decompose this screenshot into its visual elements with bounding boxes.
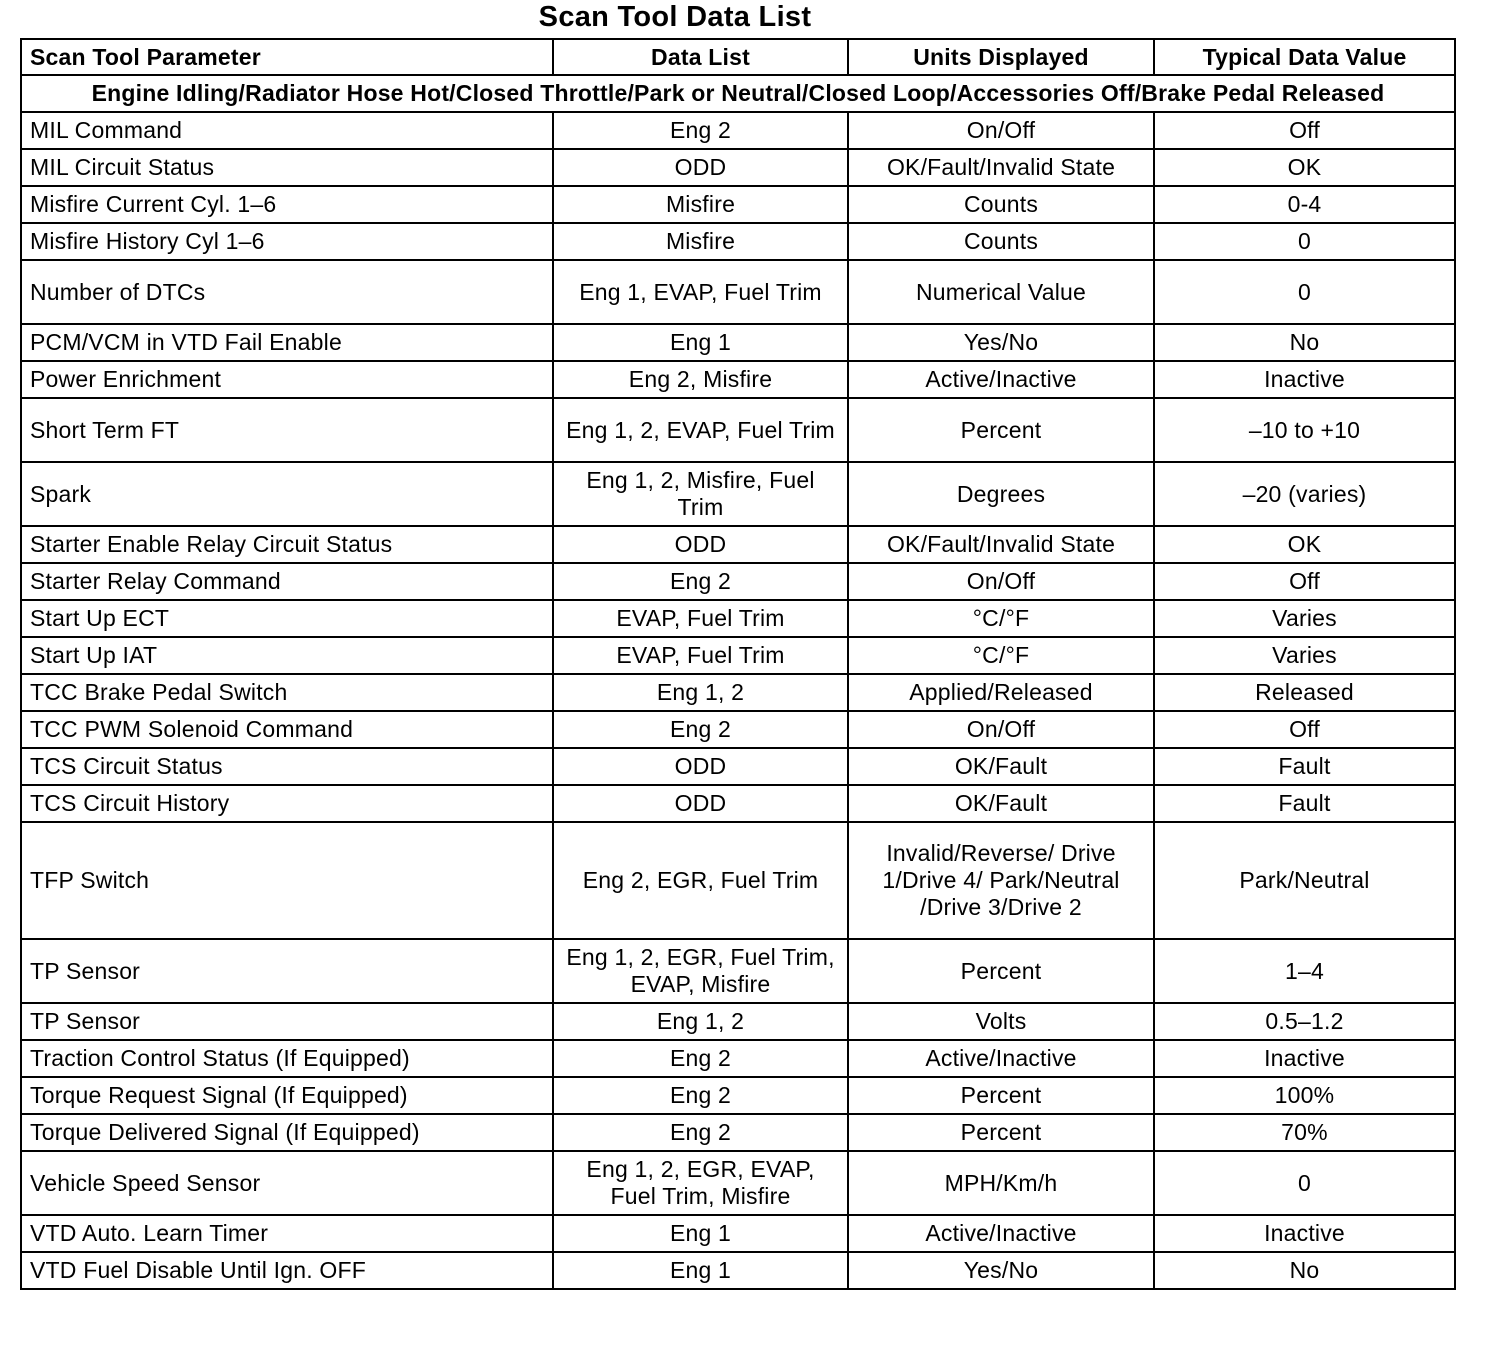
scan-tool-data-table	[20, 38, 1456, 1290]
cell-parameter: TFP Switch	[21, 822, 553, 939]
cell-units: On/Off	[848, 563, 1154, 600]
cell-parameter: Spark	[21, 462, 553, 526]
cell-typical-value: Inactive	[1154, 1215, 1455, 1252]
cell-typical-value: Park/Neutral	[1154, 822, 1455, 939]
cell-units: Percent	[848, 1077, 1154, 1114]
cell-data-list: Eng 1	[553, 1215, 848, 1252]
cell-data-list: ODD	[553, 526, 848, 563]
cell-parameter: MIL Circuit Status	[21, 149, 553, 186]
cell-units: OK/Fault	[848, 748, 1154, 785]
cell-parameter: TP Sensor	[21, 1003, 553, 1040]
cell-units: OK/Fault/Invalid State	[848, 149, 1154, 186]
cell-data-list: Eng 1, 2, Misfire, Fuel Trim	[553, 462, 848, 526]
header-row	[21, 39, 1455, 75]
cell-units: °C/°F	[848, 637, 1154, 674]
cell-data-list: Eng 2, Misfire	[553, 361, 848, 398]
cell-units: Percent	[848, 398, 1154, 462]
header-parameter: Scan Tool Parameter	[21, 39, 553, 75]
cell-typical-value: –10 to +10	[1154, 398, 1455, 462]
cell-typical-value: Off	[1154, 112, 1455, 149]
table-row	[21, 748, 1455, 785]
page-title: Scan Tool Data List	[538, 1, 812, 33]
cell-typical-value: 1–4	[1154, 939, 1455, 1003]
cell-data-list: ODD	[553, 785, 848, 822]
table-row	[21, 112, 1455, 149]
table-row	[21, 324, 1455, 361]
table-row	[21, 1252, 1455, 1289]
cell-units: Percent	[848, 939, 1154, 1003]
cell-data-list: Eng 2	[553, 1077, 848, 1114]
cell-units: Applied/Released	[848, 674, 1154, 711]
cell-units: Active/Inactive	[848, 361, 1154, 398]
cell-units: Counts	[848, 186, 1154, 223]
cell-typical-value: OK	[1154, 149, 1455, 186]
cell-parameter: PCM/VCM in VTD Fail Enable	[21, 324, 553, 361]
cell-data-list: Misfire	[553, 186, 848, 223]
cell-units: Volts	[848, 1003, 1154, 1040]
cell-data-list: Eng 1	[553, 1252, 848, 1289]
table-row	[21, 674, 1455, 711]
cell-data-list: Eng 2	[553, 711, 848, 748]
cell-typical-value: –20 (varies)	[1154, 462, 1455, 526]
cell-data-list: ODD	[553, 748, 848, 785]
cell-data-list: Eng 1	[553, 324, 848, 361]
cell-typical-value: 0.5–1.2	[1154, 1003, 1455, 1040]
cell-parameter: Misfire Current Cyl. 1–6	[21, 186, 553, 223]
cell-parameter: TCC PWM Solenoid Command	[21, 711, 553, 748]
table-row	[21, 361, 1455, 398]
cell-parameter: Torque Delivered Signal (If Equipped)	[21, 1114, 553, 1151]
header-data-list: Data List	[553, 39, 848, 75]
cell-parameter: Short Term FT	[21, 398, 553, 462]
table-row	[21, 1114, 1455, 1151]
cell-typical-value: Fault	[1154, 785, 1455, 822]
cell-units: Active/Inactive	[848, 1040, 1154, 1077]
table-row	[21, 526, 1455, 563]
cell-units: Yes/No	[848, 324, 1154, 361]
cell-typical-value: Released	[1154, 674, 1455, 711]
cell-typical-value: 70%	[1154, 1114, 1455, 1151]
table-row	[21, 1151, 1455, 1215]
cell-units: Invalid/Reverse/ Drive 1/Drive 4/ Park/Neutral /Drive 3/Drive 2	[848, 822, 1154, 939]
cell-typical-value: No	[1154, 1252, 1455, 1289]
cell-units: Counts	[848, 223, 1154, 260]
cell-parameter: TP Sensor	[21, 939, 553, 1003]
table-row	[21, 785, 1455, 822]
cell-data-list: Eng 1, 2, EGR, Fuel Trim, EVAP, Misfire	[553, 939, 848, 1003]
cell-typical-value: 0-4	[1154, 186, 1455, 223]
cell-typical-value: No	[1154, 324, 1455, 361]
cell-data-list: EVAP, Fuel Trim	[553, 600, 848, 637]
table-row	[21, 398, 1455, 462]
cell-parameter: Misfire History Cyl 1–6	[21, 223, 553, 260]
cell-parameter: Start Up IAT	[21, 637, 553, 674]
table-row	[21, 186, 1455, 223]
cell-units: OK/Fault/Invalid State	[848, 526, 1154, 563]
cell-units: Yes/No	[848, 1252, 1154, 1289]
cell-units: Percent	[848, 1114, 1154, 1151]
cell-units: On/Off	[848, 112, 1154, 149]
cell-parameter: Starter Enable Relay Circuit Status	[21, 526, 553, 563]
table-row	[21, 939, 1455, 1003]
cell-parameter: Vehicle Speed Sensor	[21, 1151, 553, 1215]
cell-typical-value: Off	[1154, 563, 1455, 600]
table-row	[21, 637, 1455, 674]
cell-parameter: TCS Circuit History	[21, 785, 553, 822]
header-typical-value: Typical Data Value	[1154, 39, 1455, 75]
header-units: Units Displayed	[848, 39, 1154, 75]
cell-typical-value: Fault	[1154, 748, 1455, 785]
cell-typical-value: Inactive	[1154, 1040, 1455, 1077]
cell-units: Degrees	[848, 462, 1154, 526]
table-row	[21, 1077, 1455, 1114]
cell-parameter: VTD Fuel Disable Until Ign. OFF	[21, 1252, 553, 1289]
cell-data-list: Misfire	[553, 223, 848, 260]
cell-parameter: Traction Control Status (If Equipped)	[21, 1040, 553, 1077]
cell-data-list: EVAP, Fuel Trim	[553, 637, 848, 674]
table-row	[21, 223, 1455, 260]
cell-parameter: Power Enrichment	[21, 361, 553, 398]
cell-data-list: Eng 1, 2, EVAP, Fuel Trim	[553, 398, 848, 462]
cell-typical-value: OK	[1154, 526, 1455, 563]
cell-typical-value: Varies	[1154, 600, 1455, 637]
cell-parameter: Starter Relay Command	[21, 563, 553, 600]
cell-data-list: ODD	[553, 149, 848, 186]
table-row	[21, 149, 1455, 186]
cell-units: MPH/Km/h	[848, 1151, 1154, 1215]
cell-units: On/Off	[848, 711, 1154, 748]
table-row	[21, 711, 1455, 748]
cell-units: Numerical Value	[848, 260, 1154, 324]
cell-parameter: Number of DTCs	[21, 260, 553, 324]
cell-typical-value: Inactive	[1154, 361, 1455, 398]
cell-data-list: Eng 2	[553, 1114, 848, 1151]
cell-parameter: MIL Command	[21, 112, 553, 149]
cell-parameter: VTD Auto. Learn Timer	[21, 1215, 553, 1252]
cell-parameter: Torque Request Signal (If Equipped)	[21, 1077, 553, 1114]
cell-parameter: Start Up ECT	[21, 600, 553, 637]
table-row	[21, 1003, 1455, 1040]
table-row	[21, 1215, 1455, 1252]
cell-typical-value: 100%	[1154, 1077, 1455, 1114]
table-row	[21, 600, 1455, 637]
table-row	[21, 260, 1455, 324]
cell-parameter: TCC Brake Pedal Switch	[21, 674, 553, 711]
table-row	[21, 822, 1455, 939]
cell-typical-value: 0	[1154, 223, 1455, 260]
table-row	[21, 462, 1455, 526]
cell-units: °C/°F	[848, 600, 1154, 637]
cell-data-list: Eng 2	[553, 563, 848, 600]
cell-typical-value: 0	[1154, 1151, 1455, 1215]
cell-units: OK/Fault	[848, 785, 1154, 822]
cell-data-list: Eng 1, 2	[553, 674, 848, 711]
cell-data-list: Eng 2	[553, 1040, 848, 1077]
table-row	[21, 1040, 1455, 1077]
cell-typical-value: Varies	[1154, 637, 1455, 674]
test-conditions: Engine Idling/Radiator Hose Hot/Closed Throttle/Park or Neutral/Closed Loop/Accessories Off/Brake Pedal Released	[21, 75, 1455, 112]
cell-data-list: Eng 1, 2	[553, 1003, 848, 1040]
cell-typical-value: 0	[1154, 260, 1455, 324]
condition-row	[21, 75, 1455, 112]
cell-parameter: TCS Circuit Status	[21, 748, 553, 785]
cell-typical-value: Off	[1154, 711, 1455, 748]
cell-units: Active/Inactive	[848, 1215, 1154, 1252]
cell-data-list: Eng 2, EGR, Fuel Trim	[553, 822, 848, 939]
cell-data-list: Eng 1, EVAP, Fuel Trim	[553, 260, 848, 324]
table-row	[21, 563, 1455, 600]
cell-data-list: Eng 2	[553, 112, 848, 149]
cell-data-list: Eng 1, 2, EGR, EVAP, Fuel Trim, Misfire	[553, 1151, 848, 1215]
